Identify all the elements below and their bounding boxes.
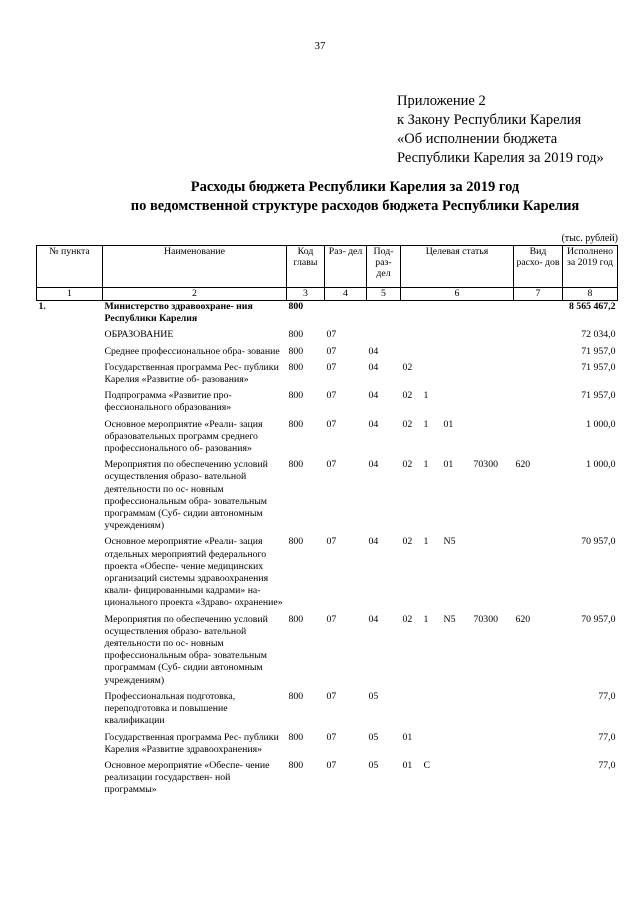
cell-num xyxy=(37,732,103,760)
cell-num xyxy=(37,691,103,732)
cell-t4 xyxy=(472,329,514,345)
column-number: 4 xyxy=(325,288,367,301)
cell-t1: 02 xyxy=(402,536,413,548)
cell-sub: 04 xyxy=(368,345,379,357)
cell-num xyxy=(37,536,103,613)
cell-t4 xyxy=(472,691,514,732)
cell-code: 800 xyxy=(288,759,304,771)
cell-val: 77,0 xyxy=(598,759,616,771)
cell-num xyxy=(37,390,103,418)
cell-t4 xyxy=(472,536,514,613)
cell-val: 71 957,0 xyxy=(581,390,616,402)
cell-t1 xyxy=(401,346,422,362)
cell-t1: 02 xyxy=(402,361,413,373)
header-subsection: Под- раз- дел xyxy=(367,246,401,288)
cell-t4 xyxy=(472,732,514,760)
cell-t2 xyxy=(422,362,442,390)
table-row xyxy=(37,362,618,390)
cell-code: 800 xyxy=(288,613,304,625)
cell-t4 xyxy=(472,346,514,362)
cell-sub: 04 xyxy=(368,418,379,430)
cell-code: 800 xyxy=(288,301,304,312)
cell-t3: N5 xyxy=(443,613,456,625)
cell-vr xyxy=(514,346,563,362)
cell-t2: 1 xyxy=(423,390,429,402)
budget-table xyxy=(36,245,618,801)
cell-num xyxy=(37,329,103,345)
column-number: 7 xyxy=(514,288,563,301)
cell-code: 800 xyxy=(288,536,304,548)
cell-val: 8 565 467,2 xyxy=(568,301,616,312)
cell-name: Подпрограмма «Развитие про- фессионального образования» xyxy=(104,390,232,414)
table-row xyxy=(37,760,618,801)
cell-val: 77,0 xyxy=(598,731,616,743)
cell-vr xyxy=(514,760,563,801)
cell-name: Министерство здравоохране- ния Республики Карелия xyxy=(104,301,253,325)
header-target: Целевая статья xyxy=(401,246,514,288)
cell-vr xyxy=(514,301,563,330)
cell-t4 xyxy=(472,301,514,330)
cell-vr xyxy=(514,329,563,345)
cell-t2 xyxy=(422,346,442,362)
cell-t2 xyxy=(422,301,442,330)
cell-t1 xyxy=(401,691,422,732)
cell-t3 xyxy=(442,329,472,345)
cell-t1: 01 xyxy=(402,731,413,743)
cell-vr xyxy=(514,419,563,460)
cell-sec: 07 xyxy=(326,390,337,402)
header-executed: Исполнено за 2019 год xyxy=(563,246,618,288)
title-line-1: Расходы бюджета Республики Карелия за 2019 год xyxy=(190,179,520,195)
table-row xyxy=(37,536,618,613)
cell-sub: 04 xyxy=(368,361,379,373)
cell-t3 xyxy=(442,732,472,760)
appendix-line: Республики Карелия за 2019 год» xyxy=(397,150,604,166)
cell-t4 xyxy=(472,362,514,390)
table-row xyxy=(37,346,618,362)
cell-val: 1 000,0 xyxy=(586,418,616,430)
cell-sub: 04 xyxy=(368,390,379,402)
cell-name: Среднее профессиональное обра- зование xyxy=(104,345,280,357)
table-row xyxy=(37,329,618,345)
cell-sec: 07 xyxy=(326,536,337,548)
cell-code: 800 xyxy=(288,345,304,357)
cell-code: 800 xyxy=(288,390,304,402)
cell-num xyxy=(37,459,103,536)
cell-sec: 07 xyxy=(326,345,337,357)
cell-t1: 01 xyxy=(402,759,413,771)
table-row xyxy=(37,732,618,760)
cell-sec: 07 xyxy=(326,329,337,341)
cell-t3 xyxy=(442,390,472,418)
cell-val: 70 957,0 xyxy=(581,536,616,548)
cell-t3: 01 xyxy=(443,459,454,471)
cell-name: Профессиональная подготовка, переподготовка и повышение квалификации xyxy=(104,690,236,727)
header-name: Наименование xyxy=(103,246,287,288)
cell-code: 800 xyxy=(288,418,304,430)
units-label: (тыс. рублей) xyxy=(561,233,618,244)
cell-sec: 07 xyxy=(326,459,337,471)
column-number: 2 xyxy=(103,288,287,301)
cell-sub: 05 xyxy=(368,690,379,702)
cell-vr xyxy=(514,362,563,390)
cell-t1 xyxy=(401,329,422,345)
cell-t2: 1 xyxy=(423,613,429,625)
cell-t2 xyxy=(422,732,442,760)
cell-t4 xyxy=(472,390,514,418)
cell-t2 xyxy=(422,691,442,732)
cell-val: 1 000,0 xyxy=(586,459,616,471)
cell-t3 xyxy=(442,691,472,732)
table-row xyxy=(37,459,618,536)
cell-sub: 05 xyxy=(368,731,379,743)
column-number: 1 xyxy=(37,288,103,301)
cell-t2: 1 xyxy=(423,536,429,548)
cell-sec: 07 xyxy=(326,731,337,743)
cell-t4: 70300 xyxy=(473,459,498,471)
cell-name: Мероприятия по обеспечению условий осуществления образо- вательной деятельности по ос- новным профессиональным обра- зовательным программам (Суб- сидии автономным учреждениям) xyxy=(104,613,268,686)
header-type: Вид расхо- дов xyxy=(514,246,563,288)
cell-sub: 04 xyxy=(368,613,379,625)
cell-sec: 07 xyxy=(326,759,337,771)
header-code: Код главы xyxy=(287,246,325,288)
cell-name: Государственная программа Рес- публики Карелия «Развитие здравоохранения» xyxy=(104,731,279,755)
table-row xyxy=(37,390,618,418)
page-number: 37 xyxy=(314,40,326,52)
cell-code: 800 xyxy=(288,361,304,373)
table-row xyxy=(37,419,618,460)
cell-sub xyxy=(367,329,401,345)
cell-num xyxy=(37,614,103,691)
cell-val: 71 957,0 xyxy=(581,345,616,357)
cell-sub: 05 xyxy=(368,759,379,771)
table-row xyxy=(37,301,618,330)
cell-num xyxy=(37,419,103,460)
cell-name: Основное мероприятие «Обеспе- чение реализации государствен- ной программы» xyxy=(104,759,270,796)
cell-t1: 02 xyxy=(402,390,413,402)
cell-code: 800 xyxy=(288,459,304,471)
cell-sub: 04 xyxy=(368,459,379,471)
cell-name: Мероприятия по обеспечению условий осуществления образо- вательной деятельности по ос- новным профессиональным обра- зовательным программам (Суб- сидии автономным учреждениям) xyxy=(104,459,268,532)
cell-sec: 07 xyxy=(326,418,337,430)
cell-vr xyxy=(514,732,563,760)
cell-vr: 620 xyxy=(515,459,531,471)
header-num: № пункта xyxy=(37,246,103,288)
cell-sec: 07 xyxy=(326,613,337,625)
cell-code: 800 xyxy=(288,731,304,743)
cell-name: Основное мероприятие «Реали- зация образовательных программ среднего профессионального об- разования» xyxy=(104,418,263,455)
cell-vr xyxy=(514,691,563,732)
cell-t3: 01 xyxy=(443,418,454,430)
table-row xyxy=(37,614,618,691)
cell-sec: 07 xyxy=(326,690,337,702)
column-number-row xyxy=(37,288,618,301)
cell-t1: 02 xyxy=(402,418,413,430)
appendix-line: «Об исполнении бюджета xyxy=(397,131,558,147)
cell-name: Государственная программа Рес- публики Карелия «Развитие об- разования» xyxy=(104,361,279,386)
cell-t3 xyxy=(442,301,472,330)
cell-t2: С xyxy=(423,759,431,771)
document-title xyxy=(0,178,640,216)
header-section: Раз- дел xyxy=(325,246,367,288)
cell-num xyxy=(37,346,103,362)
cell-t1: 02 xyxy=(402,613,413,625)
column-number: 5 xyxy=(367,288,401,301)
column-number: 6 xyxy=(401,288,514,301)
cell-t3: N5 xyxy=(443,536,456,548)
cell-name: ОБРАЗОВАНИЕ xyxy=(104,329,174,341)
cell-vr xyxy=(514,536,563,613)
appendix-block xyxy=(397,92,604,168)
cell-sec: 07 xyxy=(326,361,337,373)
cell-code: 800 xyxy=(288,690,304,702)
cell-val: 77,0 xyxy=(598,690,616,702)
cell-code: 800 xyxy=(288,329,304,341)
cell-t1 xyxy=(401,301,422,330)
cell-sub xyxy=(367,301,401,330)
cell-t4 xyxy=(472,419,514,460)
cell-num: 1. xyxy=(38,301,46,312)
cell-t3 xyxy=(442,362,472,390)
column-number: 8 xyxy=(563,288,618,301)
cell-t1: 02 xyxy=(402,459,413,471)
cell-t4 xyxy=(472,760,514,801)
column-number: 3 xyxy=(287,288,325,301)
cell-sec xyxy=(325,301,367,330)
appendix-line: к Закону Республики Карелия xyxy=(397,112,582,128)
cell-vr xyxy=(514,390,563,418)
title-line-2: по ведомственной структуре расходов бюджета Республики Карелия xyxy=(130,198,580,214)
cell-t3 xyxy=(442,346,472,362)
cell-vr: 620 xyxy=(515,613,531,625)
cell-sub: 04 xyxy=(368,536,379,548)
table-header-row xyxy=(37,246,618,288)
appendix-line: Приложение 2 xyxy=(397,93,486,109)
cell-name: Основное мероприятие «Реали- зация отдельных мероприятий федерального проекта «Обеспе- чение медицинских организаций системы здравоохранения квали- фицированными кадрами» на- ционального проекта «Здраво- охранение» xyxy=(104,536,283,609)
cell-t4: 70300 xyxy=(473,613,498,625)
cell-num xyxy=(37,760,103,801)
cell-val: 71 957,0 xyxy=(581,361,616,373)
cell-t3 xyxy=(442,760,472,801)
cell-val: 72 034,0 xyxy=(581,329,616,341)
cell-t2: 1 xyxy=(423,418,429,430)
cell-num xyxy=(37,362,103,390)
cell-t2: 1 xyxy=(423,459,429,471)
cell-val: 70 957,0 xyxy=(581,613,616,625)
table-row xyxy=(37,691,618,732)
cell-t2 xyxy=(422,329,442,345)
